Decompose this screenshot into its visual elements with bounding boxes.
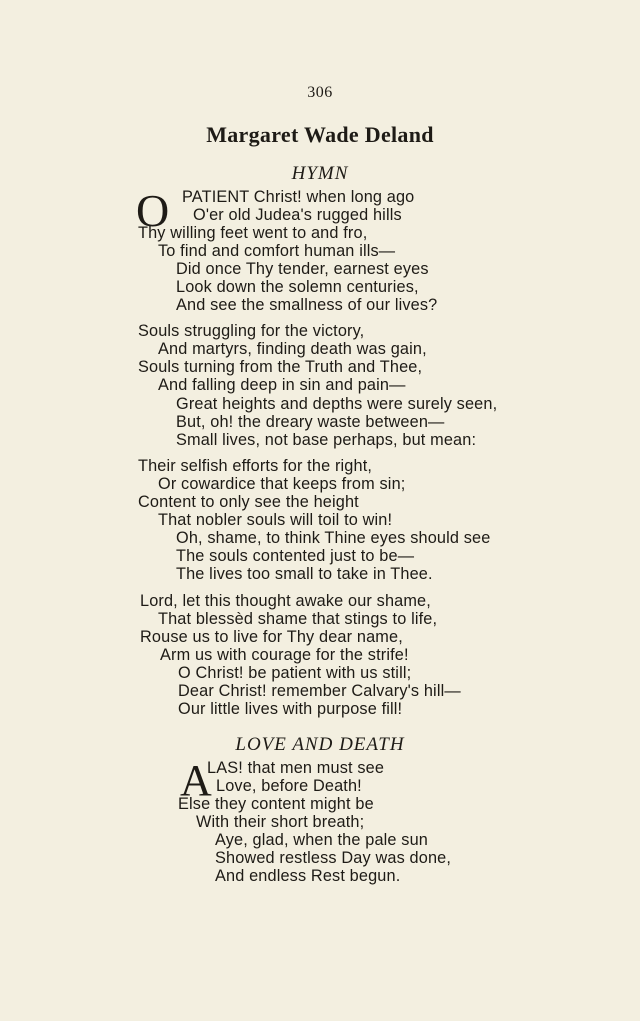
poem-line: LAS! that men must see [207, 759, 385, 777]
poem-line: Showed restless Day was done, [215, 849, 452, 867]
poem-line: The souls contented just to be— [176, 547, 415, 565]
poem-line: And see the smallness of our lives? [176, 296, 438, 314]
poem-line: Small lives, not base perhaps, but mean: [176, 431, 477, 449]
poem-line: Did once Thy tender, earnest eyes [176, 260, 429, 278]
poem-line: That blessèd shame that stings to life, [158, 610, 438, 628]
poem-line: Else they content might be [178, 795, 374, 813]
poem-title: LOVE AND DEATH [235, 734, 405, 755]
poem-line: O'er old Judea's rugged hills [193, 206, 402, 224]
poem-line: That nobler souls will toil to win! [158, 511, 393, 529]
poem-line: And falling deep in sin and pain— [158, 376, 406, 394]
poem-line: And endless Rest begun. [215, 867, 401, 885]
poem-line: To find and comfort human ills— [158, 242, 396, 260]
poem-line: But, oh! the dreary waste between— [176, 413, 445, 431]
drop-cap: A [180, 756, 212, 805]
page-number: 306 [307, 84, 333, 101]
poem-line: Souls struggling for the victory, [138, 322, 365, 340]
poem-title: HYMN [291, 163, 349, 184]
poem-line: O Christ! be patient with us still; [178, 664, 412, 682]
poem-line: Our little lives with purpose fill! [178, 700, 403, 718]
poem-line: Dear Christ! remember Calvary's hill— [178, 682, 461, 700]
poem-line: Content to only see the height [138, 493, 359, 511]
poem-line: With their short breath; [196, 813, 365, 831]
author-heading: Margaret Wade Deland [206, 122, 434, 147]
poem-line: Oh, shame, to think Thine eyes should see [176, 529, 491, 547]
poem-line: Their selfish efforts for the right, [138, 457, 373, 475]
drop-cap: O [136, 185, 170, 236]
poem-line: Great heights and depths were surely seen, [176, 395, 498, 413]
poem-line: Or cowardice that keeps from sin; [158, 475, 406, 493]
poem-line: Love, before Death! [216, 777, 362, 795]
poem-line: Rouse us to live for Thy dear name, [140, 628, 403, 646]
poem-line: And martyrs, finding death was gain, [158, 340, 427, 358]
poem-line: Thy willing feet went to and fro, [138, 224, 368, 242]
poem-line: Aye, glad, when the pale sun [215, 831, 428, 849]
poem-line: Arm us with courage for the strife! [160, 646, 409, 664]
poem-line: The lives too small to take in Thee. [176, 565, 433, 583]
poem-line: Lord, let this thought awake our shame, [140, 592, 431, 610]
poem-line: Look down the solemn centuries, [176, 278, 419, 296]
poem-line: Souls turning from the Truth and Thee, [138, 358, 423, 376]
poem-line: PATIENT Christ! when long ago [182, 188, 415, 206]
